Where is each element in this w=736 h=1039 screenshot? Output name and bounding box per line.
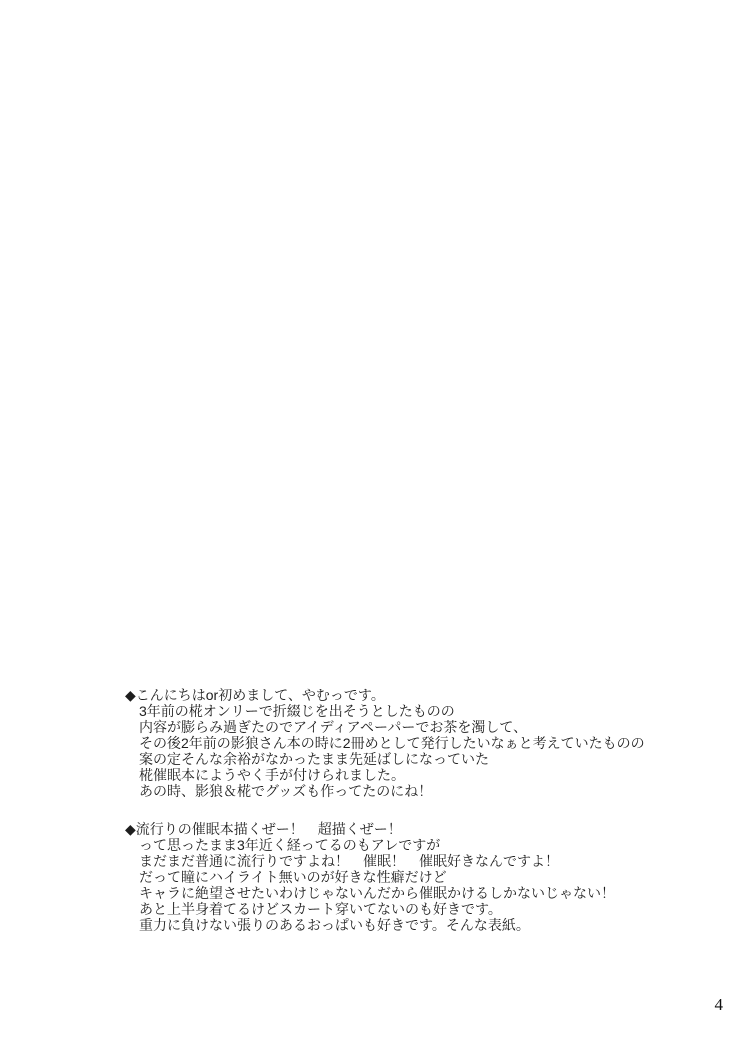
- afterword-line: あと上半身着てるけどスカート穿いてないのも好きです。: [139, 901, 502, 917]
- afterword-line: って思ったまま3年近く経ってるのもアレですが: [139, 837, 441, 853]
- page-number: 4: [714, 995, 723, 1014]
- afterword-line: ◆流行りの催眠本描くぜー！ 超描くぜー！: [125, 821, 402, 837]
- afterword-line: 椛催眠本にようやく手が付けられました。: [139, 767, 405, 783]
- afterword-line: まだまだ普通に流行りですよね！ 催眠！ 催眠好きなんですよ！: [139, 853, 559, 869]
- afterword-line: 内容が膨らみ過ぎたのでアイディアペーパーでお茶を濁して、: [139, 719, 528, 735]
- afterword-line: あの時、影狼＆椛でグッズも作ってたのにね！: [139, 783, 433, 799]
- afterword-line: 重力に負けない張りのあるおっぱいも好きです。そんな表紙。: [139, 917, 530, 933]
- afterword-paragraph-2: [125, 821, 699, 933]
- afterword-line: ◆こんにちはor初めまして、やむっです。: [125, 687, 385, 703]
- afterword-paragraph-1: [125, 687, 699, 799]
- afterword-line: だって瞳にハイライト無いのが好きな性癖だけど: [139, 869, 447, 885]
- afterword-line: キャラに絶望させたいわけじゃないんだから催眠かけるしかないじゃない！: [139, 885, 615, 901]
- afterword-line: 3年前の椛オンリーで折綴じを出そうとしたものの: [139, 703, 455, 719]
- afterword-line: その後2年前の影狼さん本の時に2冊めとして発行したいなぁと考えていたものの: [139, 735, 645, 751]
- afterword-line: 案の定そんな余裕がなかったまま先延ばしになっていた: [139, 751, 489, 767]
